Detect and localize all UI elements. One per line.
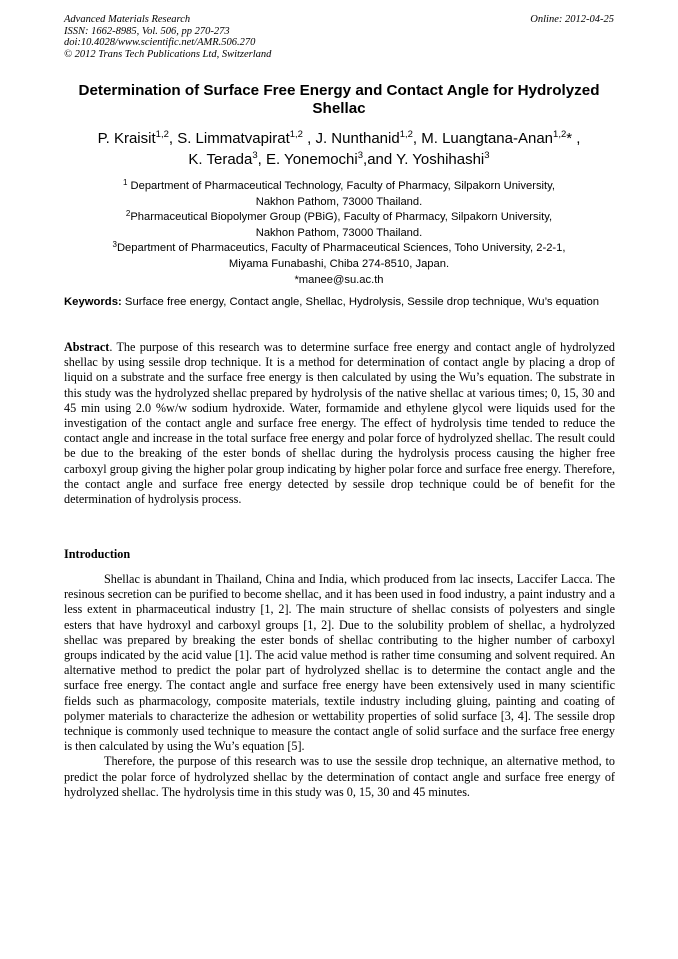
affiliation-3	[60, 241, 618, 257]
affiliation-text: Pharmaceutical Biopolymer Group (PBiG), Faculty of Pharmacy, Silpakorn University,	[130, 211, 553, 224]
affiliation-1-cont: Nakhon Pathom, 73000 Thailand.	[255, 195, 423, 208]
author-affil-sup: 3	[484, 150, 490, 161]
affiliation-text: Department of Pharmaceutical Technology, Faculty of Pharmacy, Silpakorn University,	[127, 180, 556, 192]
author-name: , S. Limmatvapirat	[168, 130, 290, 147]
author-affil-sup: 1,2	[399, 129, 413, 140]
paper-title: Determination of Surface Free Energy and Contact Angle for Hydrolyzed Shellac	[78, 82, 600, 117]
author-affil-sup: 1,2	[553, 129, 567, 140]
author-affil-sup: 1,2	[155, 129, 169, 140]
author-name: , M. Luangtana-Anan	[412, 130, 554, 147]
affiliation-2	[60, 210, 618, 226]
journal-name: Advanced Materials Research	[64, 14, 191, 25]
author-line-2	[50, 149, 628, 170]
author-affil-sup: 1,2	[289, 129, 303, 140]
affiliation-2-cont: Nakhon Pathom, 73000 Thailand.	[255, 226, 423, 239]
keywords	[64, 294, 616, 310]
affiliation-number: 1	[122, 178, 128, 187]
intro-paragraph-2: Therefore, the purpose of this research was to use the sessile drop technique, an alternative method, to predict the polar force of hydrolyzed shellac by the determination of contact angle and surface free energy of hydrolyzed shellac. The hydrolysis time in this study was 0, 15, 30 and 45 minutes.	[64, 754, 615, 799]
affiliations	[60, 179, 618, 288]
author-name: , J. Nunthanid	[302, 130, 400, 147]
affiliation-number: 3	[112, 240, 117, 250]
abstract-label: Abstract	[64, 340, 110, 354]
introduction-body	[64, 572, 615, 800]
keywords-label: Keywords:	[64, 296, 122, 308]
section-heading-introduction: Introduction	[64, 547, 131, 561]
journal-header	[64, 14, 271, 60]
corresponding-mark: * ,	[566, 130, 581, 147]
issn-line: ISSN: 1662-8985, Vol. 506, pp 270-273	[64, 25, 230, 37]
affiliation-1	[60, 179, 618, 195]
affiliation-3-cont: Miyama Funabashi, Chiba 274-8510, Japan.	[228, 257, 450, 270]
copyright-line: © 2012 Trans Tech Publications Ltd, Switzerland	[64, 48, 272, 60]
author-line-1	[50, 128, 628, 149]
author-list	[50, 128, 628, 170]
affiliation-number: 2	[125, 209, 131, 219]
author-name: ,and Y. Yoshihashi	[363, 151, 485, 168]
online-date: Online: 2012-04-25	[530, 14, 614, 25]
author-affil-sup: 3	[357, 150, 364, 161]
author-name: , E. Yonemochi	[257, 151, 358, 168]
corresponding-email[interactable]: *manee@su.ac.th	[294, 273, 384, 286]
doi-line[interactable]: doi:10.4028/www.scientific.net/AMR.506.270	[64, 37, 256, 48]
keywords-text: Surface free energy, Contact angle, Shellac, Hydrolysis, Sessile drop technique, Wu’s equation	[121, 296, 600, 308]
abstract-text: . The purpose of this research was to determine surface free energy and contact angle of hydrolyzed shellac by using sessile drop technique. It is a method for determination of contact angle by placing a drop of liquid on a substrate and the surface free energy is then calculated by using the Wu’s equation. The substrate in this study was the hydrolyzed shellac prepared by hydrolysis of the native shellac at various times; 0, 15, 30 and 45 min using 2.0 %w/w sodium hydroxide. Water, formamide and ethylene glycol were liquids used for the investigation of the contact angle and surface free energy. The effect of hydrolysis time tended to reduce the contact angle and increase in the total surface free energy and polar force of hydrolyzed shellac. The result could be due to the breaking of the ester bonds of shellac during the hydrolysis process causing the higher free carboxyl group giving the higher polar group indicating by higher polar force and surface free energy. Therefore, the contact angle and surface free energy detected by sessile drop technique could be of benefit for the determination of hydrolysis process.	[64, 340, 615, 507]
author-name: K. Terada	[188, 151, 253, 168]
author-name: P. Kraisit	[97, 130, 156, 147]
author-affil-sup: 3	[252, 150, 258, 161]
abstract	[64, 340, 615, 507]
intro-paragraph-1: Shellac is abundant in Thailand, China and India, which produced from lac insects, Laccifer Lacca. The resinous secretion can be purified to become shellac, and it has been used in food industry, a paint industry and a less extent in pharmaceutical industry [1, 2]. The main structure of shellac consists of polyesters and single esters that have hydroxyl and carboxyl groups [1, 2]. Due to the solubility problem of shellac, a hydrolyzed shellac was prepared by breaking the ester bonds of shellac contributing to the higher number of carboxyl groups indicated by the acid value [1]. The acid value method is rather time consuming and solvent required. An alternative method to predict the polar part of hydrolyzed shellac is to determine the contact angle and the surface free energy. The contact angle and surface free energy have been extensively used in many scientific fields such as pharmacology, composite materials, textile industry including gluing, painting and coating of polymer materials to characterize the adhesion or wettability properties of solid surface [3, 4]. The sessile drop technique is commonly used technique to measure the contact angle of solid surface and the surface free energy is then calculated by using the Wu’s equation [5].	[64, 572, 615, 754]
affiliation-text: Department of Pharmaceutics, Faculty of Pharmaceutical Sciences, Toho University, 2-2-1,	[116, 242, 566, 255]
